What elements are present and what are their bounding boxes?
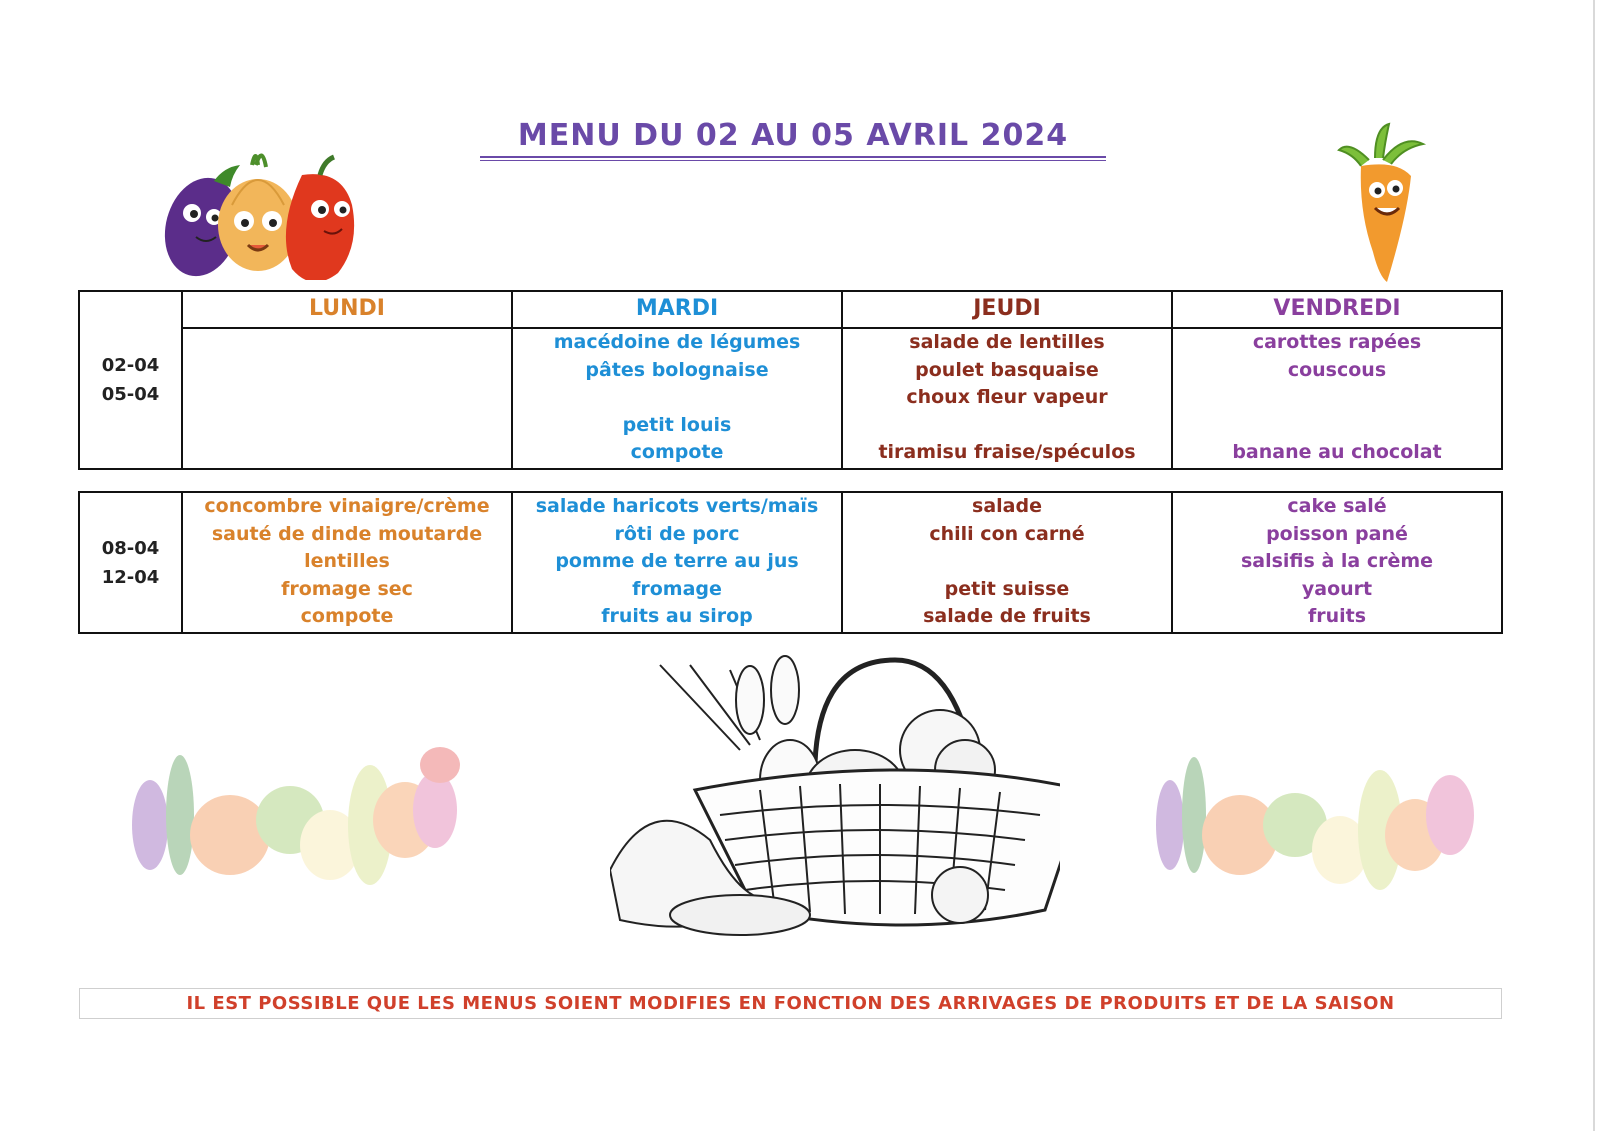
- menu-item-empty: [843, 412, 1171, 440]
- menu-item-empty: [843, 548, 1171, 576]
- day-header-lundi: LUNDI: [182, 291, 512, 328]
- carrot-illustration: [1325, 120, 1435, 285]
- menu-item: fromage sec: [281, 577, 413, 600]
- menu-item: tiramisu fraise/spéculos: [878, 441, 1136, 463]
- carrot-icon: [1339, 124, 1423, 282]
- menu-cell-mardi: [512, 328, 842, 469]
- vegetables-group-icon: [132, 747, 460, 885]
- menu-item: choux fleur vapeur: [906, 386, 1108, 408]
- menu-item: fruits: [1307, 605, 1367, 627]
- table-header-row: [79, 291, 1502, 328]
- week-start-date: 02-04: [101, 355, 160, 376]
- menu-item: fromage: [632, 577, 722, 600]
- menu-item: salsifis à la crème: [1240, 550, 1434, 572]
- table-row: [79, 328, 1502, 469]
- page-title: MENU DU 02 AU 05 AVRIL 2024: [517, 118, 1069, 153]
- menu-item: salade de lentilles: [909, 331, 1105, 353]
- week-end-date: 05-04: [101, 384, 160, 405]
- menu-item: petit suisse: [944, 577, 1070, 600]
- menu-item: couscous: [1287, 358, 1387, 381]
- menu-item: compote: [300, 605, 394, 627]
- week-dates: [79, 291, 182, 469]
- menu-item: cake salé: [1287, 495, 1387, 517]
- menu-cell-jeudi: [842, 492, 1172, 633]
- pepper-icon: [286, 157, 354, 280]
- title-underline-double: [480, 160, 1106, 161]
- menu-item: concombre vinaigre/crème: [204, 495, 490, 517]
- faded-vegetables-left-illustration: [120, 725, 460, 895]
- menu-item: chili con carné: [929, 522, 1085, 545]
- menu-item: pâtes bolognaise: [585, 358, 769, 381]
- page-edge: [1593, 0, 1595, 1131]
- menu-item: pomme de terre au jus: [555, 550, 799, 572]
- menu-item: carottes rapées: [1252, 331, 1422, 353]
- menu-item: compote: [630, 441, 724, 463]
- menu-item-empty: [1173, 384, 1501, 412]
- menu-cell-vendredi: [1172, 328, 1502, 469]
- basket-icon: [610, 656, 1060, 935]
- week-start-date: 08-04: [101, 537, 160, 559]
- notice-banner: IL EST POSSIBLE QUE LES MENUS SOIENT MODIFIES EN FONCTION DES ARRIVAGES DE PRODUITS ET DE LA SAISON: [79, 988, 1502, 1019]
- menu-item: sauté de dinde moutarde: [211, 522, 483, 545]
- day-header-jeudi: JEUDI: [842, 291, 1172, 328]
- menu-item: poisson pané: [1266, 522, 1408, 545]
- day-header-vendredi: VENDREDI: [1172, 291, 1502, 328]
- menu-cell-lundi: [182, 492, 512, 633]
- menu-item: yaourt: [1301, 577, 1373, 600]
- menu-cell-jeudi: [842, 328, 1172, 469]
- menu-item: salade: [972, 495, 1042, 517]
- menu-item: macédoine de légumes: [553, 331, 801, 353]
- title-underline: [480, 156, 1106, 158]
- menu-item: fruits au sirop: [601, 605, 753, 627]
- week-dates: [79, 492, 182, 633]
- menu-table-week-1: [78, 290, 1503, 470]
- week-end-date: 12-04: [101, 566, 160, 588]
- day-header-mardi: MARDI: [512, 291, 842, 328]
- vegetable-basket-illustration: [610, 650, 1060, 950]
- menu-cell-vendredi: [1172, 492, 1502, 633]
- menu-cell-mardi: [512, 492, 842, 633]
- menu-item: salade haricots verts/maïs: [535, 495, 819, 517]
- menu-item: petit louis: [622, 413, 732, 436]
- menu-item: poulet basquaise: [915, 358, 1099, 381]
- menu-item: rôti de porc: [614, 522, 740, 545]
- vegetables-group-icon: [1156, 757, 1474, 890]
- menu-item-empty: [513, 384, 841, 412]
- menu-table-week-2: [78, 491, 1503, 634]
- table-row: [79, 492, 1502, 633]
- menu-item-empty: [1173, 412, 1501, 440]
- faded-vegetables-right-illustration: [1150, 735, 1480, 900]
- menu-item: lentilles: [304, 550, 390, 572]
- menu-item: banane au chocolat: [1232, 441, 1442, 463]
- menu-cell-lundi: [182, 328, 512, 469]
- menu-item: salade de fruits: [923, 605, 1091, 627]
- vegetable-trio-illustration: [152, 145, 362, 280]
